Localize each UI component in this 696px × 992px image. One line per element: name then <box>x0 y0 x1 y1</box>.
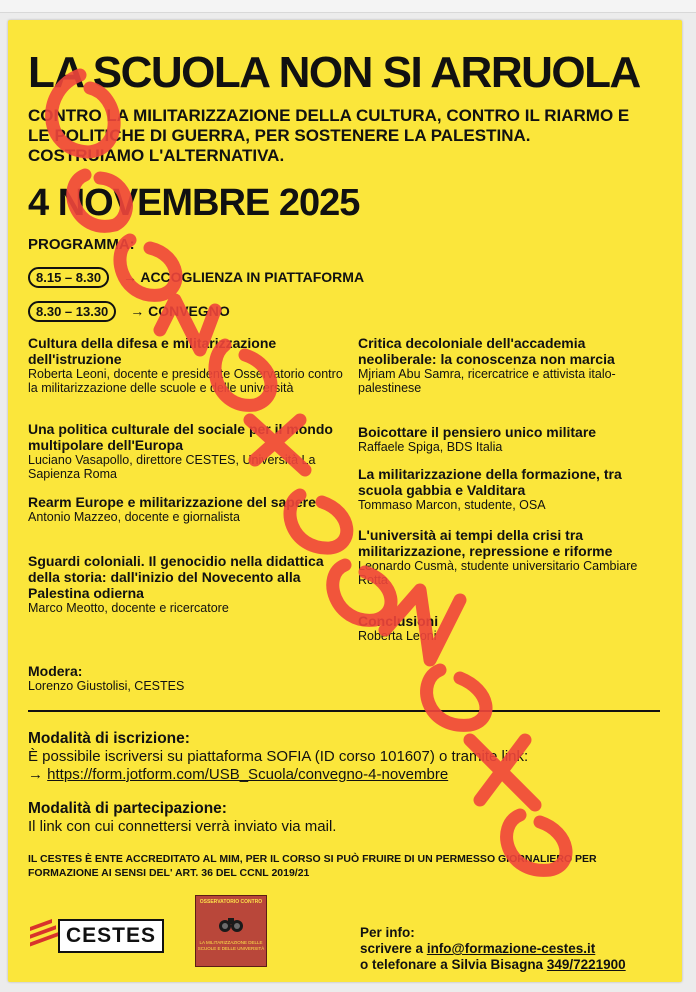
observatory-logo-top: OSSERVATORIO CONTRO <box>199 899 263 905</box>
moderator <box>28 663 348 693</box>
poster-subtitle: CONTRO LA MILITARIZZAZIONE DELLA CULTURA, CONTRO IL RIARMO E LE POLITICHE DI GUERRA, PER SOSTENERE LA PALESTINA. COSTRUIAMO L'ALTERNATIVA. <box>28 106 630 165</box>
talk-speaker: Marco Meotto, docente e ricercatore <box>28 601 229 615</box>
talk-speaker: Leonardo Cusmà, studente universitario Cambiare Rotta <box>358 559 638 587</box>
talk-title: Boicottare il pensiero unico militare <box>358 424 597 440</box>
talk-item <box>358 613 658 643</box>
arrow-right-icon: → <box>28 766 43 783</box>
cestes-logo-text: CESTES <box>58 919 164 953</box>
event-date: 4 NOVEMBRE 2025 <box>28 182 360 224</box>
talk-speaker: Tommaso Marcon, studente, OSA <box>358 498 546 512</box>
talk-title: Una politica culturale del sociale per il mondo multipolare dell'Europa <box>28 421 333 453</box>
accreditation-note: IL CESTES È ENTE ACCREDITATO AL MIM, PER IL CORSO SI PUÒ FRUIRE DI UN PERMESSO GIORNALIERO PER FORMAZIONE AI SENSI DEL' ART. 36 DEL CCNL 2019/21 <box>28 853 597 879</box>
poster <box>8 20 682 982</box>
info-label: Per info: <box>360 925 415 940</box>
moderator-label: Modera: <box>28 663 83 679</box>
talk-speaker: Roberta Leoni, docente e presidente Osservatorio contro la militarizzazione delle scuole e delle università <box>28 367 343 395</box>
contact-info <box>360 925 626 973</box>
talk-item <box>28 335 348 395</box>
info-email-prefix: scrivere a <box>360 941 427 956</box>
top-strip <box>0 0 696 13</box>
registration-label: Modalità di iscrizione: <box>28 730 190 747</box>
registration-section <box>28 730 668 784</box>
observatory-logo-bottom: LA MILITARIZZAZIONE DELLE SCUOLE E DELLE UNIVERSITÀ <box>197 940 265 951</box>
talk-item <box>28 553 348 615</box>
talk-speaker: Mjriam Abu Samra, ricercatrice e attivista italo-palestinese <box>358 367 616 395</box>
talk-title: Rearm Europe e militarizzazione del sapere <box>28 494 316 510</box>
talk-speaker: Antonio Mazzeo, docente e giornalista <box>28 510 240 524</box>
program-label: PROGRAMMA: <box>28 236 135 253</box>
talk-title: Sguardi coloniali. Il genocidio nella didattica della storia: dall'inizio del Novecento alla Palestina odierna <box>28 553 324 601</box>
talk-item <box>28 421 348 481</box>
talk-item <box>358 335 658 395</box>
schedule-label: ACCOGLIENZA IN PIATTAFORMA <box>140 269 365 285</box>
divider <box>28 710 660 712</box>
talk-speaker: Luciano Vasapollo, direttore CESTES, Università La Sapienza Roma <box>28 453 316 481</box>
arrow-right-icon: → <box>122 269 137 285</box>
talk-item <box>358 527 658 587</box>
talk-item <box>28 494 348 524</box>
registration-link[interactable]: https://form.jotform.com/USB_Scuola/convegno-4-novembre <box>47 766 449 783</box>
talk-title: La militarizzazione della formazione, tra scuola gabbia e Valditara <box>358 466 622 498</box>
schedule-row <box>28 267 364 288</box>
registration-link-row <box>28 766 668 784</box>
cestes-logo-bars <box>30 923 60 949</box>
info-phone[interactable]: 349/7221900 <box>546 957 626 972</box>
talk-speaker: Roberta Leoni <box>358 629 437 643</box>
schedule-time: 8.30 – 13.30 <box>28 301 116 322</box>
talk-item <box>358 424 658 454</box>
schedule-time: 8.15 – 8.30 <box>28 267 109 288</box>
binoculars-icon <box>218 914 244 934</box>
talk-title: Conclusioni <box>358 613 439 629</box>
talk-item <box>358 466 658 512</box>
participation-label: Modalità di partecipazione: <box>28 800 227 817</box>
talk-title: L'università ai tempi della crisi tra militarizzazione, repressione e riforme <box>358 527 613 559</box>
talk-title: Critica decoloniale dell'accademia neoliberale: la conoscenza non marcia <box>358 335 615 367</box>
observatory-logo <box>195 895 267 967</box>
moderator-name: Lorenzo Giustolisi, CESTES <box>28 679 185 693</box>
poster-title: LA SCUOLA NON SI ARRUOLA <box>28 48 640 97</box>
info-email-row <box>360 941 626 957</box>
arrow-right-icon: → <box>130 303 145 319</box>
schedule-label: CONVEGNO <box>148 303 230 319</box>
participation-section <box>28 800 668 836</box>
talk-speaker: Raffaele Spiga, BDS Italia <box>358 440 503 454</box>
participation-text: Il link con cui connettersi verrà inviato via mail. <box>28 818 337 835</box>
registration-text: È possibile iscriversi su piattaforma SOFIA (ID corso 101607) o tramite link: <box>28 748 529 765</box>
cestes-logo <box>30 913 164 953</box>
info-phone-row <box>360 957 626 973</box>
info-email[interactable]: info@formazione-cestes.it <box>426 941 596 956</box>
info-phone-prefix: o telefonare a Silvia Bisagna <box>360 957 547 972</box>
schedule-row <box>28 301 230 322</box>
talk-title: Cultura della difesa e militarizzazione dell'istruzione <box>28 335 277 367</box>
